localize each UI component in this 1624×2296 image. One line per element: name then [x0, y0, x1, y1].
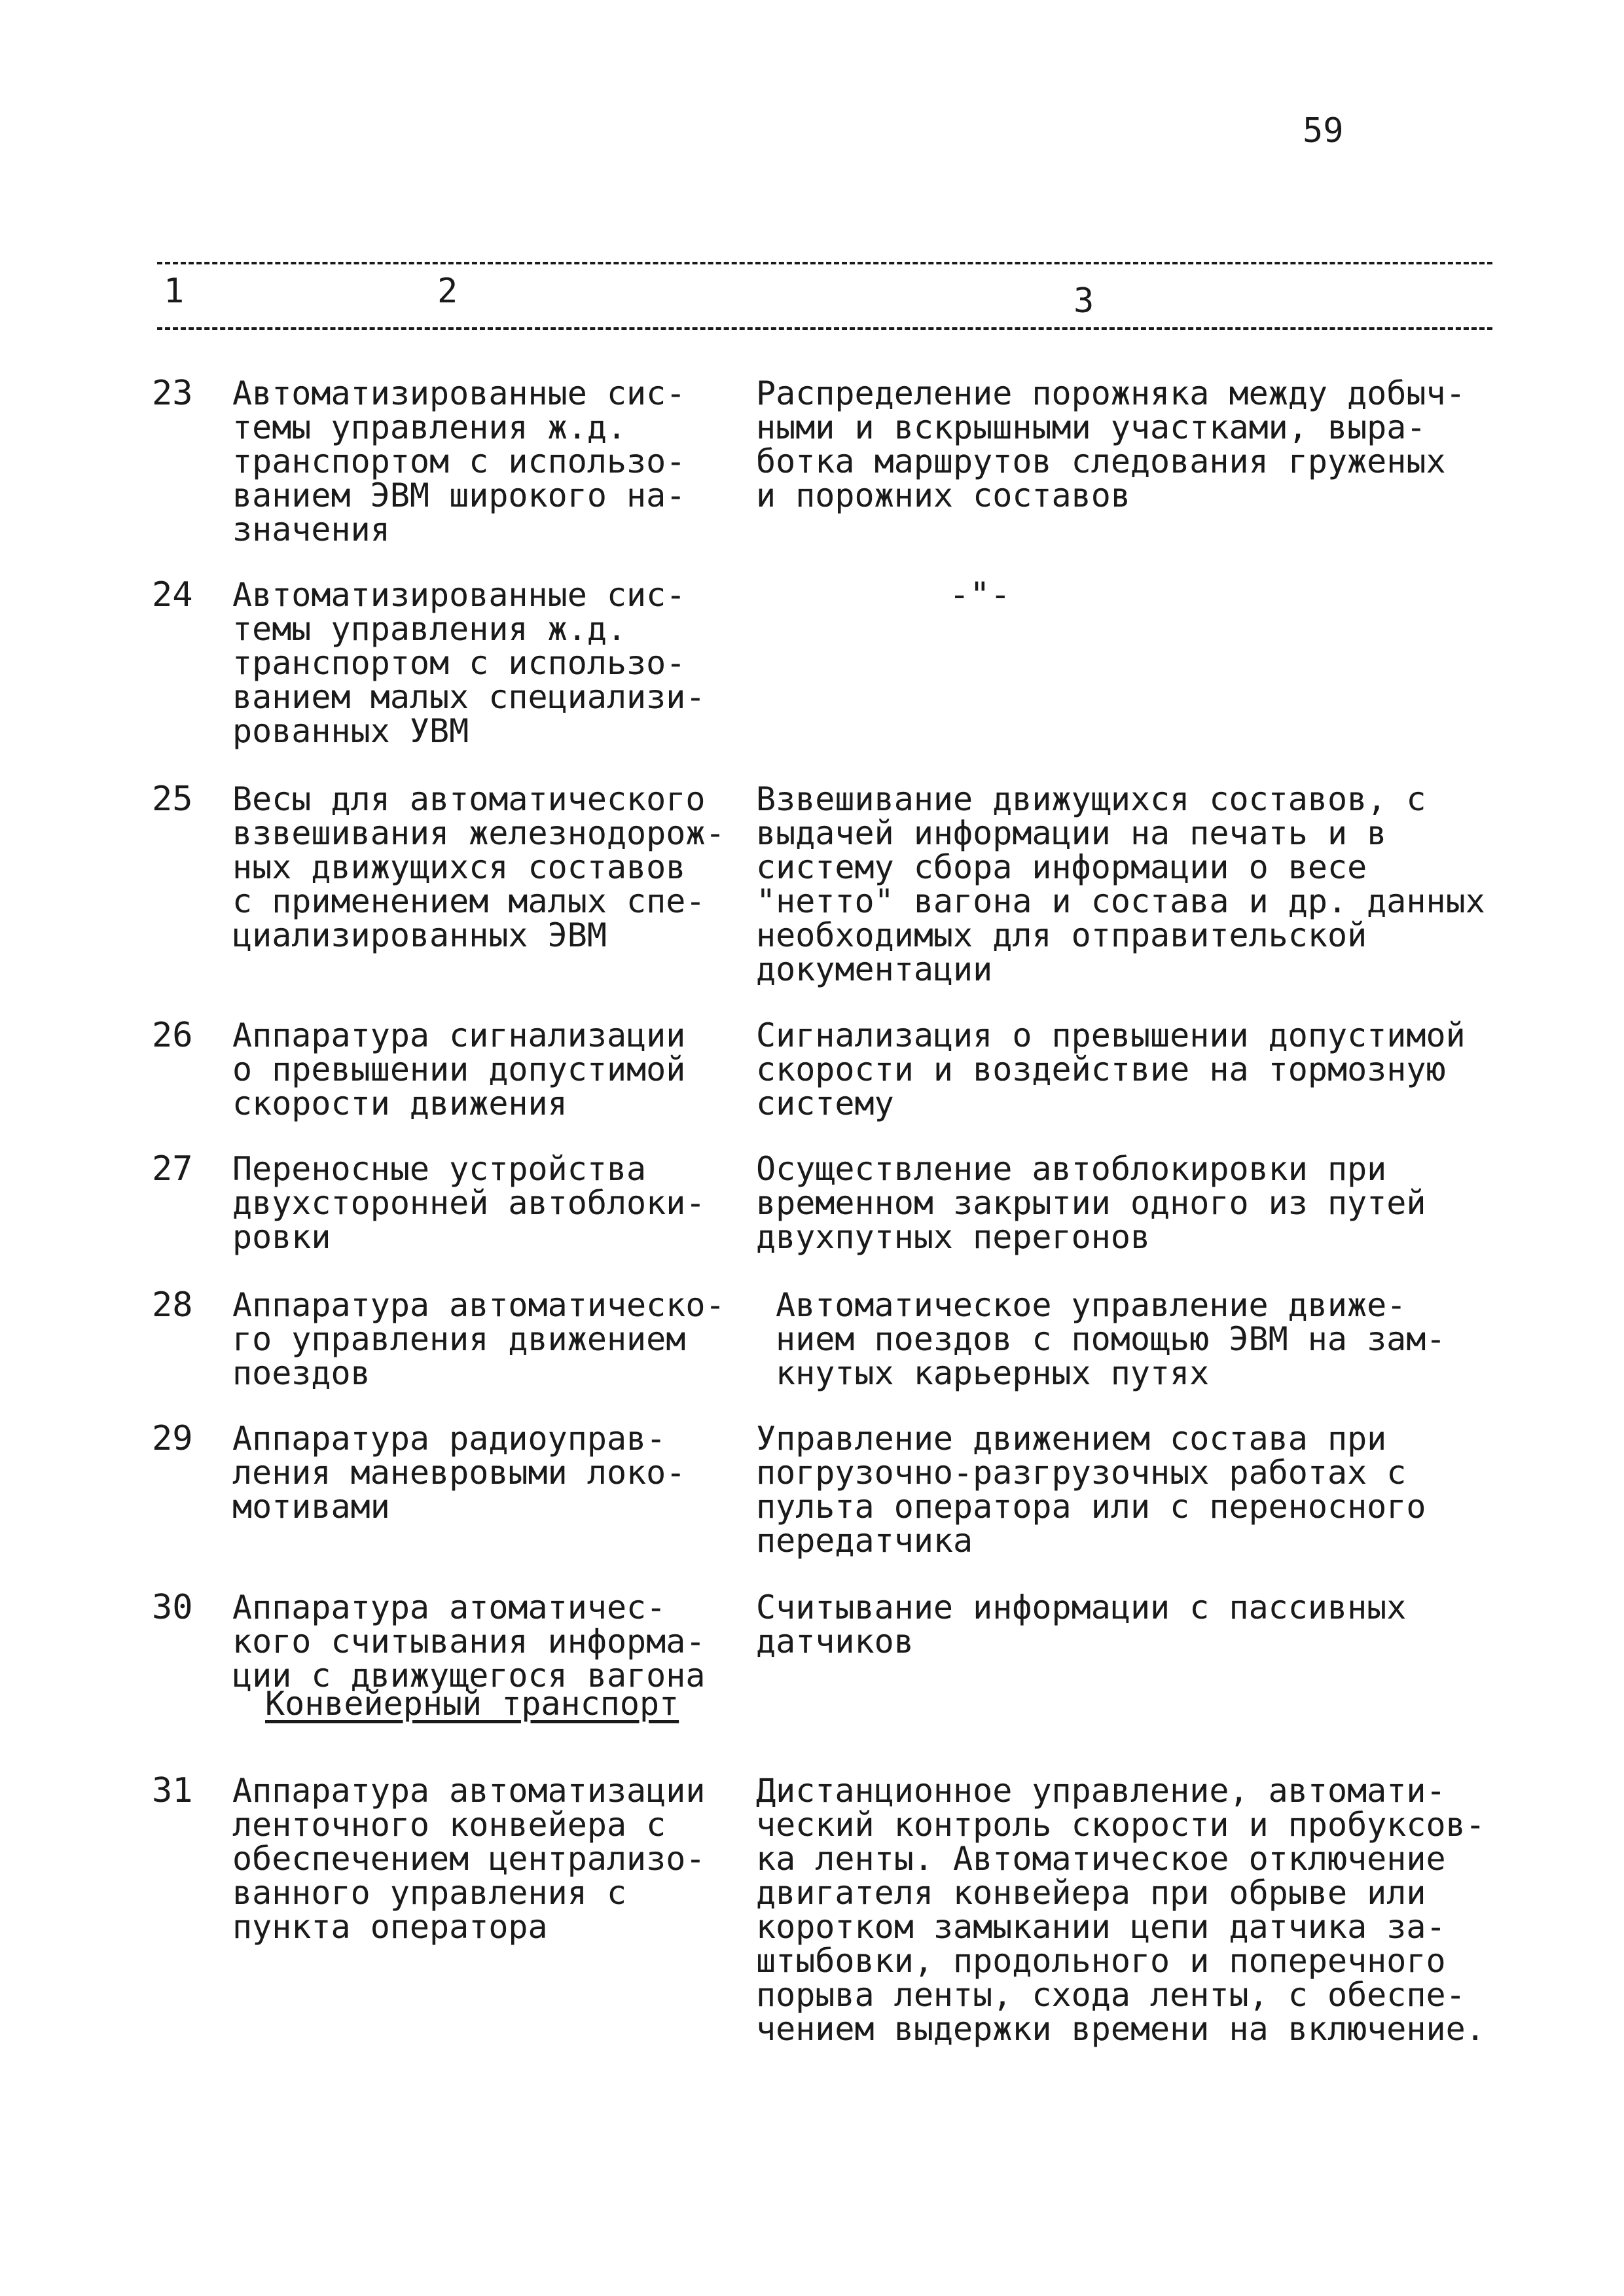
column-header-1: 1	[164, 272, 185, 311]
row-description: Дистанционное управление, автомати- ческий контроль скорости и пробуксов- ка ленты. Автоматическое отключение двигателя конвейера при обрыве или коротком замыкании цепи датчика за- штыбовки, продольного и поперечного порыва ленты, схода ленты, с обеспе- чением выдержки времени на включение.	[756, 1772, 1485, 2048]
row-number: 25	[152, 780, 193, 819]
row-description: Автоматическое управление движе- нием поездов с помощью ЭВМ на зам- кнутых карьерных путях	[776, 1286, 1446, 1392]
row-name: Автоматизированные сис- темы управления ж.д. транспортом с использо- ванием малых специализи- рованных УВМ	[232, 576, 706, 750]
table-rule-top	[157, 262, 1492, 264]
row-name: Автоматизированные сис- темы управления ж.д. транспортом с использо- ванием ЭВМ широкого на- значения	[232, 374, 686, 548]
row-name: Аппаратура сигнализации о превышении допустимой скорости движения	[232, 1016, 686, 1122]
section-heading: Конвейерный транспорт	[265, 1685, 679, 1723]
column-header-2: 2	[437, 272, 458, 311]
row-name: Аппаратура атоматичес- кого считывания информа- ции с движущегося вагона	[232, 1588, 706, 1695]
row-name: Весы для автоматического взвешивания железнодорож- ных движущихся составов с применением малых спе- циализированных ЭВМ	[232, 780, 725, 954]
row-number: 31	[152, 1771, 193, 1810]
table-rule-header	[157, 327, 1492, 330]
page-number: 59	[1303, 111, 1344, 151]
column-header-3: 3	[1074, 281, 1094, 321]
row-number: 30	[152, 1588, 193, 1627]
row-name: Аппаратура радиоуправ- ления маневровыми локо- мотивами	[232, 1420, 686, 1526]
row-description: Сигнализация о превышении допустимой скорости и воздействие на тормозную систему	[756, 1016, 1466, 1122]
row-description: Считывание информации с пассивных датчиков	[756, 1588, 1407, 1660]
row-number: 28	[152, 1285, 193, 1325]
row-description: Управление движением состава при погрузочно-разгрузочных работах с пульта оператора или с переносного передатчика	[756, 1420, 1426, 1560]
row-description: Осуществление автоблокировки при временном закрытии одного из путей двухпутных перегонов	[756, 1150, 1426, 1256]
row-number: 24	[152, 575, 193, 615]
row-description: Распределение порожняка между добыч- ными и вскрышными участками, выра- ботка маршрутов следования груженых и порожних составов	[756, 374, 1466, 514]
row-number: 26	[152, 1016, 193, 1055]
row-description: Взвешивание движущихся составов, с выдачей информации на печать и в систему сбора информации о весе "нетто" вагона и состава и др. данных необходимых для отправительской документации	[756, 780, 1485, 988]
row-number: 29	[152, 1419, 193, 1458]
row-name: Переносные устройства двухсторонней автоблоки- ровки	[232, 1150, 706, 1256]
row-number: 23	[152, 374, 193, 413]
row-description-ditto: -"-	[949, 575, 1011, 615]
row-name: Аппаратура автоматизации ленточного конвейера с обеспечением централизо- ванного управления с пункта оператора	[232, 1772, 706, 1946]
row-name: Аппаратура автоматическо- го управления движением поездов	[232, 1286, 725, 1392]
row-number: 27	[152, 1149, 193, 1189]
